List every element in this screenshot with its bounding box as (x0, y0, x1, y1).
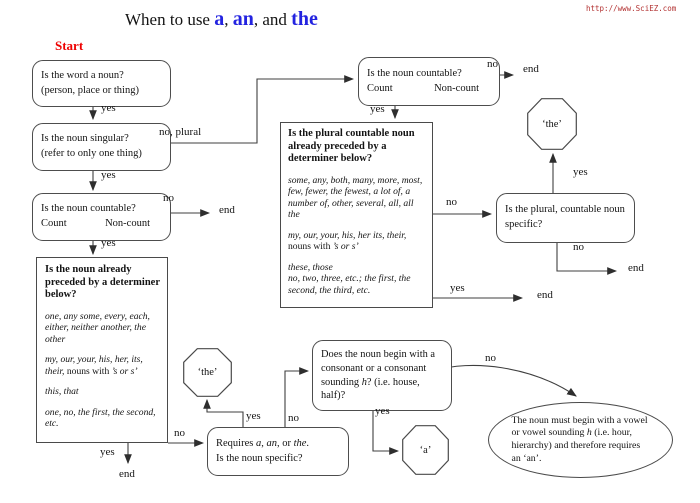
det-seg: ’s or s’ (332, 241, 359, 253)
determiner-heading: Is the plural countable noun already preceded by a determiner below? (288, 128, 415, 165)
label-yes: yes (101, 237, 116, 249)
determiner-list-4: one, no, the first, the second, etc. (45, 406, 156, 430)
cons-seg: Does the noun begin with a consonant or a consonant sounding (321, 349, 435, 388)
node-requires-article (207, 427, 349, 476)
ellipse-seg: (i.e. hour, hierarchy) and therefore requires an ‘an’. (511, 427, 641, 464)
node-text (216, 437, 340, 452)
determiner-list-1: some, any, both, many, more, most, few, fewer, the fewest, a lot of, a number of, other, several, all, all the (288, 174, 423, 221)
node-determiner-plural (280, 122, 433, 308)
label-no: no (487, 58, 498, 70)
node-text: Is the noun specific? (216, 452, 303, 464)
site-url: http://www.SciEZ.com (586, 4, 677, 13)
cons-seg: ? (i.e. house, half)? (321, 376, 420, 402)
node-text: Is the noun countable? (41, 203, 136, 215)
det-seg: my, our, your, his, her its, their, (288, 229, 407, 241)
node-is-word-noun (32, 60, 171, 107)
title-word-an: an (232, 8, 254, 30)
req-seg: , (261, 437, 267, 449)
node-text: Is the noun singular? (41, 133, 129, 145)
label-end: end (628, 262, 644, 274)
req-seg: a (255, 437, 262, 449)
det-seg: nouns with (64, 365, 112, 377)
label-no: no (446, 196, 457, 208)
terminal-label: ‘a’ (419, 444, 432, 456)
start-label: Start (55, 38, 84, 53)
det-seg: nouns with (288, 241, 333, 253)
req-seg: , or (276, 437, 294, 449)
node-text (321, 348, 443, 402)
noncount-option: Non-count (434, 82, 479, 94)
determiner-list-1: one, any some, every, each, either, neither another, the other (45, 310, 150, 345)
ellipse-seg: h (586, 427, 592, 439)
label-end: end (537, 289, 553, 301)
label-yes: yes (101, 169, 116, 181)
label-yes: yes (450, 282, 465, 294)
node-text: Is the noun countable? (367, 67, 462, 79)
label-yes: yes (100, 446, 115, 458)
determiner-list-2 (288, 230, 425, 253)
terminal-a (402, 425, 449, 475)
label-no: no (288, 412, 299, 424)
terminal-label: ‘the’ (542, 118, 562, 130)
label-no: no (174, 427, 185, 439)
terminal-the-top (527, 98, 577, 150)
terminal-the-bottom (183, 348, 232, 397)
determiner-list-3: these, those (288, 261, 333, 273)
determiner-list-3: this, that (45, 386, 79, 398)
label-no: no (573, 241, 584, 253)
terminal-label: ‘the’ (197, 367, 218, 378)
req-seg: . (306, 437, 310, 449)
count-row (367, 82, 491, 97)
label-yes: yes (573, 166, 588, 178)
count-row (41, 217, 162, 232)
determiner-list-2 (45, 354, 160, 377)
node-text: Is the word a noun? (41, 69, 124, 81)
title-prefix: When to use (125, 10, 215, 29)
title-sep1: , (224, 10, 233, 29)
node-text (512, 415, 650, 466)
determiner-list-4: no, two, three, etc.; the first, the second, the third, etc. (288, 273, 411, 296)
node-is-noun-countable-top (358, 57, 500, 106)
node-plural-specific (496, 193, 635, 243)
node-consonant-question (312, 340, 452, 411)
label-no-plural: no, plural (159, 126, 202, 138)
det-seg: ’s or s’ (111, 365, 138, 377)
cons-seg: h (361, 376, 367, 388)
req-seg: the (293, 437, 307, 449)
noncount-option: Non-count (105, 218, 150, 229)
req-seg: Requires (216, 437, 256, 449)
label-no: no (163, 192, 174, 204)
edge-requires-yes-the (207, 400, 243, 427)
title-sep2: , and (253, 10, 292, 29)
label-end: end (119, 468, 135, 480)
count-option: Count (367, 82, 393, 94)
label-yes: yes (101, 102, 116, 114)
node-text: Is the plural, countable noun specific? (505, 204, 625, 230)
label-yes: yes (370, 103, 385, 115)
title-word-the: the (291, 8, 318, 30)
node-text: (person, place or thing) (41, 84, 139, 96)
page-title (125, 8, 318, 31)
label-end: end (523, 63, 539, 75)
label-yes: yes (246, 410, 261, 422)
label-end: end (219, 204, 235, 216)
ellipse-seg: The noun must begin with a vowel or vowel sounding (511, 414, 648, 439)
req-seg: an (266, 437, 277, 449)
det-seg: my, our, your, his, her, its, their, (45, 354, 143, 377)
determiner-heading: Is the noun already preceded by a determiner below? (45, 264, 160, 301)
title-word-a: a (214, 8, 225, 30)
node-is-noun-singular (32, 123, 171, 171)
count-option: Count (41, 218, 67, 229)
node-determiner-singular (36, 257, 168, 443)
edge-consonant-no-curve (434, 365, 576, 396)
label-no: no (485, 352, 496, 364)
node-is-noun-countable-left (32, 193, 171, 241)
node-an-explanation (488, 402, 673, 478)
node-text: (refer to only one thing) (41, 148, 142, 159)
label-yes: yes (375, 405, 390, 417)
